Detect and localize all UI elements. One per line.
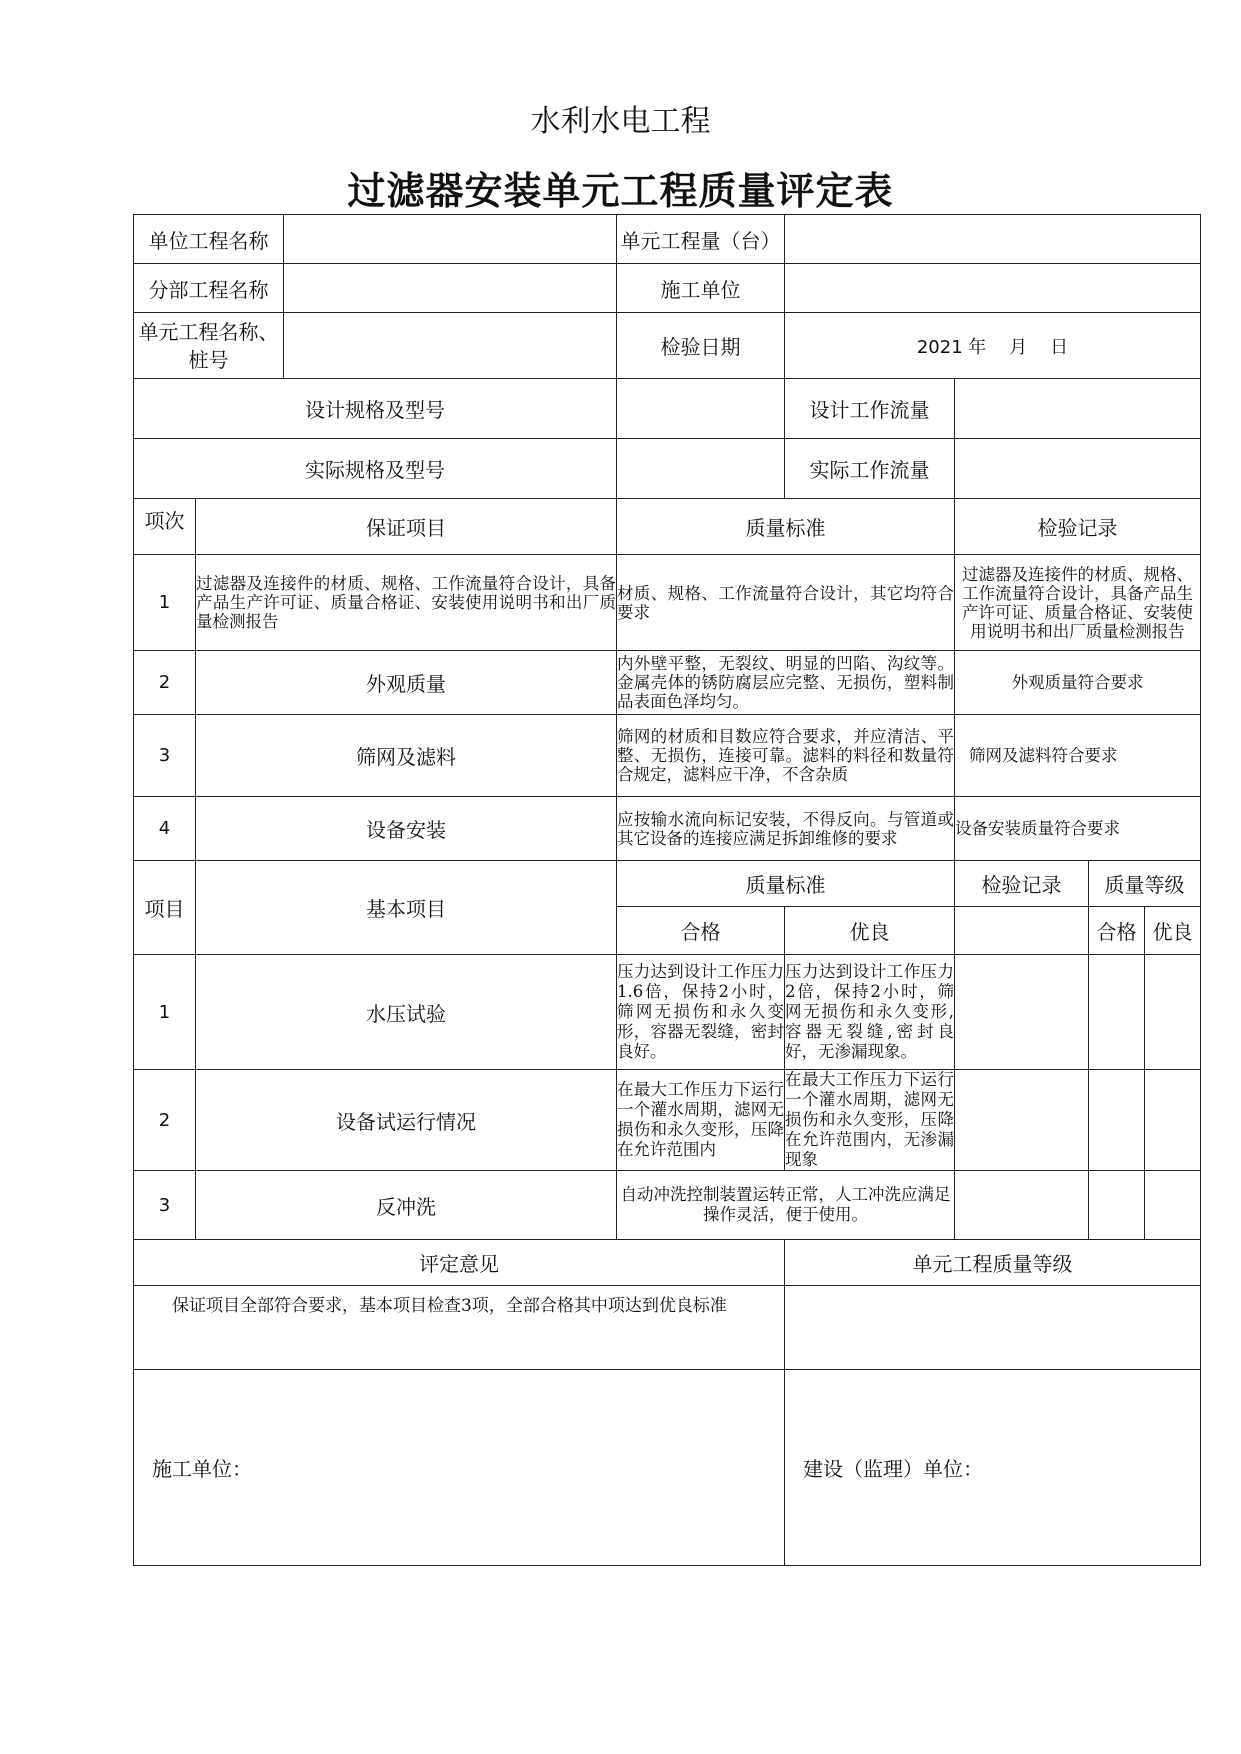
guarantee-row-record: 外观质量符合要求 (955, 651, 1201, 715)
opinion-label: 评定意见 (134, 1240, 785, 1286)
basic-row-index: 2 (134, 1070, 196, 1171)
basic-row-item: 水压试验 (196, 955, 617, 1070)
guarantee-row-standard: 应按输水流向标记安装，不得反向。与管道或其它设备的连接应满足拆卸维修的要求 (617, 797, 955, 861)
basic-row-index: 1 (134, 955, 196, 1070)
basic-index-header: 项目 (134, 861, 196, 955)
construction-unit-label: 施工单位 (617, 264, 785, 313)
basic-row-qualified: 在最大工作压力下运行一个灌水周期，滤网无损伤和永久变形，压降在允许范围内 (617, 1070, 785, 1171)
basic-row-excellent: 压力达到设计工作压力2倍，保持2小时，筛网无损伤和永久变形,容器无裂缝,密封良好，无渗漏现象。 (785, 955, 955, 1070)
guarantee-record-header: 检验记录 (955, 499, 1201, 555)
guarantee-row-index: 1 (134, 555, 196, 651)
element-name-value[interactable] (284, 313, 617, 379)
evaluation-table (133, 214, 1201, 1566)
actual-flow-value[interactable] (955, 439, 1201, 499)
unit-grade-value[interactable] (785, 1286, 1201, 1370)
opinion-text[interactable] (134, 1286, 785, 1370)
inspection-date-value[interactable]: 2021 年 月 日 (785, 313, 1201, 379)
basic-row-excellent: 在最大工作压力下运行一个灌水周期，滤网无损伤和永久变形，压降在允许范围内，无渗漏现象 (785, 1070, 954, 1169)
guarantee-row-item: 筛网及滤料 (196, 715, 617, 797)
basic-excellent-header: 优良 (785, 907, 955, 955)
design-flow-value[interactable] (955, 379, 1201, 439)
guarantee-row-standard: 筛网的材质和目数应符合要求，并应清洁、平整、无损伤，连接可靠。滤料的料径和数量符合规定，滤料应干净，不含杂质 (617, 715, 955, 797)
construction-unit-value[interactable] (785, 264, 1201, 313)
basic-row-item: 设备试运行情况 (196, 1070, 617, 1171)
inspection-date-label: 检验日期 (617, 313, 785, 379)
element-name-label (134, 313, 284, 379)
basic-row-grade-qualified[interactable] (1089, 1070, 1145, 1171)
guarantee-item-header: 保证项目 (196, 499, 617, 555)
basic-row-item: 反冲洗 (196, 1171, 617, 1240)
guarantee-row-record: 筛网及滤料符合要求 (955, 715, 1201, 797)
actual-spec-label: 实际规格及型号 (134, 439, 617, 499)
division-project-name-value[interactable] (284, 264, 617, 313)
construction-sign-label: 施工单位： (152, 1457, 252, 1481)
guarantee-row-item: 设备安装 (196, 797, 617, 861)
guarantee-row-record: 设备安装质量符合要求 (955, 797, 1201, 861)
unit-project-name-label: 单位工程名称 (134, 215, 284, 264)
basic-row-record[interactable] (955, 1171, 1089, 1240)
construction-sign-area[interactable] (134, 1370, 785, 1566)
page-title: 过滤器安装单元工程质量评定表 (347, 168, 894, 213)
basic-record-header: 检验记录 (955, 861, 1089, 907)
basic-row-grade-excellent[interactable] (1145, 1070, 1201, 1171)
basic-row-standard: 自动冲洗控制装置运转正常，人工冲洗应满足操作灵活，便于使用。 (617, 1171, 955, 1240)
guarantee-row-index: 2 (134, 651, 196, 715)
unit-project-name-value[interactable] (284, 215, 617, 264)
guarantee-row-standard: 材质、规格、工作流量符合设计，其它均符合要求 (617, 555, 955, 651)
basic-grade-excellent-header: 优良 (1145, 907, 1201, 955)
basic-row-grade-qualified[interactable] (1089, 1171, 1145, 1240)
unit-grade-label: 单元工程质量等级 (785, 1240, 1201, 1286)
design-spec-value[interactable] (617, 379, 785, 439)
design-flow-label: 设计工作流量 (785, 379, 955, 439)
guarantee-row-index: 3 (134, 715, 196, 797)
design-spec-label: 设计规格及型号 (134, 379, 617, 439)
header-category: 水利水电工程 (530, 104, 711, 139)
basic-record-blank (955, 907, 1089, 955)
basic-qualified-header: 合格 (617, 907, 785, 955)
guarantee-row-record: 过滤器及连接件的材质、规格、工作流量符合设计，具备产品生产许可证、质量合格证、安装使用说明书和出厂质量检测报告 (955, 555, 1201, 651)
unit-quantity-label: 单元工程量（台） (617, 215, 785, 264)
supervision-sign-area[interactable] (785, 1370, 1201, 1566)
guarantee-row-item: 外观质量 (196, 651, 617, 715)
basic-item-header: 基本项目 (196, 861, 617, 955)
unit-quantity-value[interactable] (785, 215, 1201, 264)
guarantee-index-header: 项次 (134, 499, 196, 555)
basic-row-record[interactable] (955, 1070, 1089, 1171)
basic-row-grade-excellent[interactable] (1145, 955, 1201, 1070)
basic-standard-header: 质量标准 (617, 861, 955, 907)
basic-grade-header: 质量等级 (1089, 861, 1201, 907)
opinion-text-content: 保证项目全部符合要求，基本项目检查3项，全部合格其中项达到优良标准 (172, 1296, 727, 1316)
basic-row-grade-excellent[interactable] (1145, 1171, 1201, 1240)
basic-row-grade-qualified[interactable] (1089, 955, 1145, 1070)
actual-flow-label: 实际工作流量 (785, 439, 955, 499)
basic-row-qualified: 压力达到设计工作压力1.6倍，保持2小时，筛网无损伤和永久变形，容器无裂缝，密封良好。 (617, 955, 785, 1070)
basic-grade-qualified-header: 合格 (1089, 907, 1145, 955)
supervision-sign-label: 建设（监理）单位： (803, 1457, 983, 1481)
element-name-label-line2: 桩号 (188, 347, 229, 372)
actual-spec-value[interactable] (617, 439, 785, 499)
guarantee-row-item: 过滤器及连接件的材质、规格、工作流量符合设计，具备产品生产许可证、质量合格证、安装使用说明书和出厂质量检测报告 (196, 555, 617, 651)
basic-row-record[interactable] (955, 955, 1089, 1070)
guarantee-standard-header: 质量标准 (617, 499, 955, 555)
guarantee-row-index: 4 (134, 797, 196, 861)
basic-row-index: 3 (134, 1171, 196, 1240)
guarantee-row-standard: 内外壁平整，无裂纹、明显的凹陷、沟纹等。金属壳体的锈防腐层应完整、无损伤，塑料制品表面色泽均匀。 (617, 651, 955, 715)
division-project-name-label: 分部工程名称 (134, 264, 284, 313)
element-name-label-line1: 单元工程名称、 (138, 319, 279, 344)
